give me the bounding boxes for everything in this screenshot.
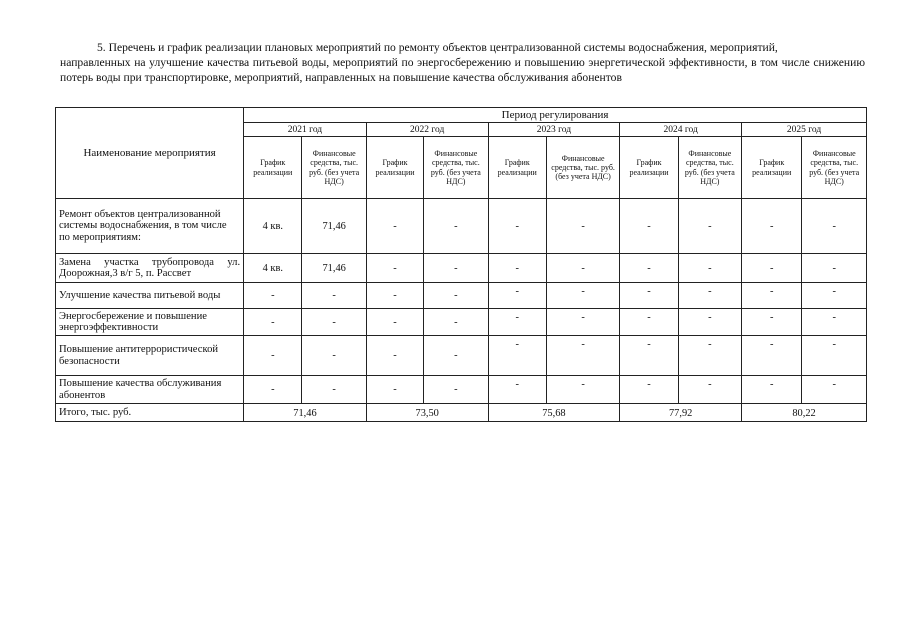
cell-value: -: [802, 376, 867, 404]
section-heading: [60, 40, 865, 85]
table-row: [56, 376, 867, 404]
finance-subheader: Финансовые средства, тыс. руб. (без учета НДС): [546, 137, 619, 199]
table-row: [56, 254, 867, 283]
cell-value: 71,46: [302, 199, 366, 254]
cell-value: -: [546, 199, 619, 254]
cell-value: -: [678, 336, 741, 376]
cell-value: 4 кв.: [244, 254, 302, 283]
cell-value: -: [620, 309, 678, 336]
cell-value: -: [366, 309, 423, 336]
cell-value: -: [546, 336, 619, 376]
cell-value: -: [742, 336, 802, 376]
table-row: [56, 336, 867, 376]
schedule-subheader: График реализации: [742, 137, 802, 199]
cell-value: -: [424, 199, 488, 254]
cell-value: 71,46: [302, 254, 366, 283]
cell-value: -: [802, 283, 867, 309]
cell-value: -: [244, 336, 302, 376]
cell-value: -: [620, 336, 678, 376]
period-header: Период регулирования: [244, 108, 867, 123]
schedule-subheader: График реализации: [620, 137, 678, 199]
row-name: Энергосбережение и повышение энергоэффективности: [56, 309, 244, 336]
cell-value: -: [424, 254, 488, 283]
finance-subheader: Финансовые средства, тыс. руб. (без учета НДС): [802, 137, 867, 199]
schedule-subheader: График реализации: [488, 137, 546, 199]
cell-value: -: [802, 336, 867, 376]
cell-value: -: [678, 254, 741, 283]
plan-table: [55, 107, 867, 422]
cell-value: -: [802, 309, 867, 336]
cell-value: -: [244, 283, 302, 309]
cell-value: -: [742, 254, 802, 283]
cell-value: -: [244, 309, 302, 336]
cell-value: 4 кв.: [244, 199, 302, 254]
finance-subheader: Финансовые средства, тыс. руб. (без учета НДС): [678, 137, 741, 199]
cell-value: -: [620, 283, 678, 309]
cell-value: -: [488, 309, 546, 336]
year-header: 2021 год: [244, 123, 367, 137]
cell-value: -: [678, 199, 741, 254]
table-row: [56, 199, 867, 254]
cell-value: -: [678, 376, 741, 404]
cell-value: -: [546, 283, 619, 309]
total-value: 75,68: [488, 404, 620, 422]
cell-value: -: [302, 376, 366, 404]
year-header: 2023 год: [488, 123, 620, 137]
total-value: 71,46: [244, 404, 367, 422]
cell-value: -: [488, 254, 546, 283]
cell-value: -: [424, 309, 488, 336]
total-value: 77,92: [620, 404, 742, 422]
total-label: Итого, тыс. руб.: [56, 404, 244, 422]
year-header: 2025 год: [742, 123, 867, 137]
row-name: Замена участка трубопровода ул. Доорожная,3 в/г 5, п. Рассвет: [56, 254, 244, 283]
cell-value: -: [742, 309, 802, 336]
cell-value: -: [802, 254, 867, 283]
name-column-header: Наименование мероприятия: [56, 108, 244, 199]
cell-value: -: [742, 376, 802, 404]
row-name: Повышение качества обслуживания абонентов: [56, 376, 244, 404]
cell-value: -: [424, 376, 488, 404]
cell-value: -: [678, 283, 741, 309]
cell-value: -: [546, 309, 619, 336]
cell-value: -: [802, 199, 867, 254]
schedule-subheader: График реализации: [366, 137, 423, 199]
cell-value: -: [366, 199, 423, 254]
finance-subheader: Финансовые средства, тыс. руб. (без учета НДС): [302, 137, 366, 199]
finance-subheader: Финансовые средства, тыс. руб. (без учета НДС): [424, 137, 488, 199]
cell-value: -: [620, 254, 678, 283]
schedule-subheader: График реализации: [244, 137, 302, 199]
cell-value: -: [620, 199, 678, 254]
cell-value: -: [488, 376, 546, 404]
table-row: [56, 309, 867, 336]
row-name: Ремонт объектов централизованной системы водоснабжения, в том числе по мероприятиям:: [56, 199, 244, 254]
cell-value: -: [488, 336, 546, 376]
cell-value: -: [488, 199, 546, 254]
total-value: 73,50: [366, 404, 488, 422]
year-header: 2024 год: [620, 123, 742, 137]
table-row: [56, 283, 867, 309]
cell-value: -: [742, 283, 802, 309]
total-value: 80,22: [742, 404, 867, 422]
cell-value: -: [424, 336, 488, 376]
cell-value: -: [620, 376, 678, 404]
heading-line-rest: направленных на улучшение качества питьевой воды, мероприятий по энергосбережению и повышению энергетической эффективности, в том числе снижению потерь воды при транспортировке, мероприятий, направленных на повышение качества обслуживания абонентов: [60, 56, 865, 84]
total-row: [56, 404, 867, 422]
cell-value: -: [678, 309, 741, 336]
row-name: Повышение антитеррористической безопасности: [56, 336, 244, 376]
cell-value: -: [302, 309, 366, 336]
heading-line-1: 5. Перечень и график реализации плановых мероприятий по ремонту объектов централизованной системы водоснабжения, мероприятий,: [97, 41, 778, 54]
cell-value: -: [366, 254, 423, 283]
cell-value: -: [366, 283, 423, 309]
row-name: Улучшение качества питьевой воды: [56, 283, 244, 309]
cell-value: -: [302, 283, 366, 309]
cell-value: -: [302, 336, 366, 376]
cell-value: -: [424, 283, 488, 309]
cell-value: -: [488, 283, 546, 309]
cell-value: -: [742, 199, 802, 254]
cell-value: -: [244, 376, 302, 404]
cell-value: -: [366, 376, 423, 404]
cell-value: -: [366, 336, 423, 376]
cell-value: -: [546, 376, 619, 404]
year-header: 2022 год: [366, 123, 488, 137]
cell-value: -: [546, 254, 619, 283]
